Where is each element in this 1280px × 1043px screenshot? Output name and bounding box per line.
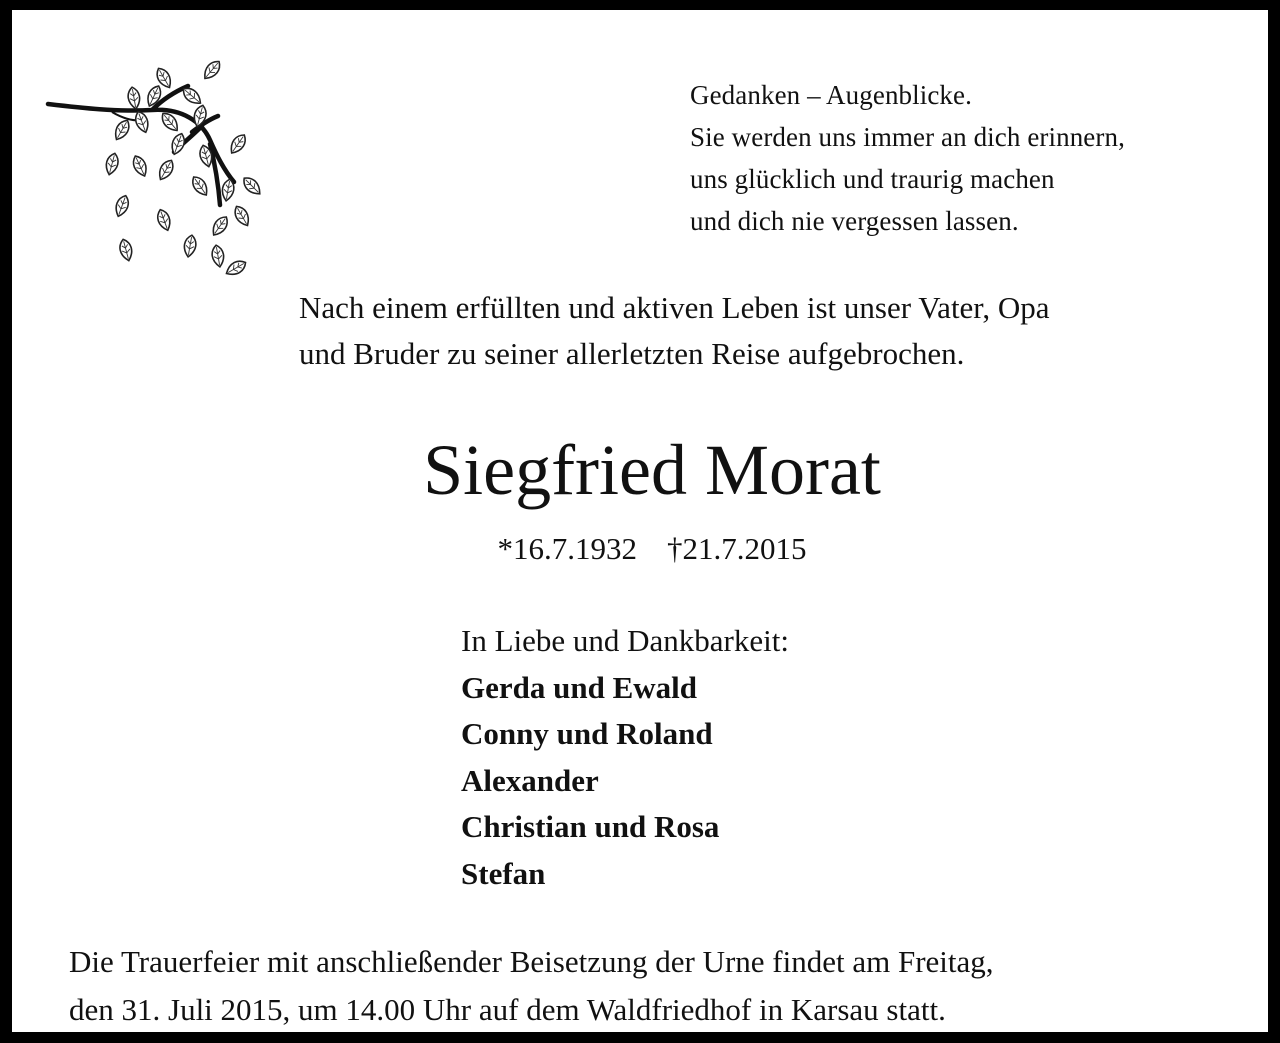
service-line: Die Trauerfeier mit anschließender Beisetzung der Urne findet am Freitag, bbox=[69, 944, 994, 979]
life-dates bbox=[12, 527, 1280, 571]
branch-with-leaves-icon bbox=[42, 60, 272, 285]
mourner-name: Alexander bbox=[461, 762, 599, 798]
poem-line: uns glücklich und traurig machen bbox=[690, 164, 1055, 194]
intro-line: und Bruder zu seiner allerletzten Reise aufgebrochen. bbox=[299, 336, 965, 371]
funeral-service-info bbox=[69, 938, 994, 1034]
mourner-name: Christian und Rosa bbox=[461, 809, 720, 844]
intro-text bbox=[299, 285, 1050, 377]
poem bbox=[690, 74, 1125, 242]
mourners bbox=[461, 618, 789, 897]
deceased-name: Siegfried Morat bbox=[423, 430, 881, 510]
poem-line: Gedanken – Augenblicke. bbox=[690, 80, 972, 110]
poem-line: Sie werden uns immer an dich erinnern, bbox=[690, 122, 1125, 152]
service-line: den 31. Juli 2015, um 14.00 Uhr auf dem Waldfriedhof in Karsau statt. bbox=[69, 992, 946, 1027]
death-date: †21.7.2015 bbox=[667, 531, 807, 566]
mourner-name: Stefan bbox=[461, 855, 546, 891]
poem-line: und dich nie vergessen lassen. bbox=[690, 206, 1019, 236]
intro-line: Nach einem erfüllten und aktiven Leben ist unser Vater, Opa bbox=[299, 290, 1050, 325]
mourner-name: Conny und Roland bbox=[461, 716, 713, 751]
mourners-intro: In Liebe und Dankbarkeit: bbox=[461, 623, 789, 658]
mourner-name: Gerda und Ewald bbox=[461, 669, 698, 705]
birth-date: *16.7.1932 bbox=[497, 531, 637, 566]
